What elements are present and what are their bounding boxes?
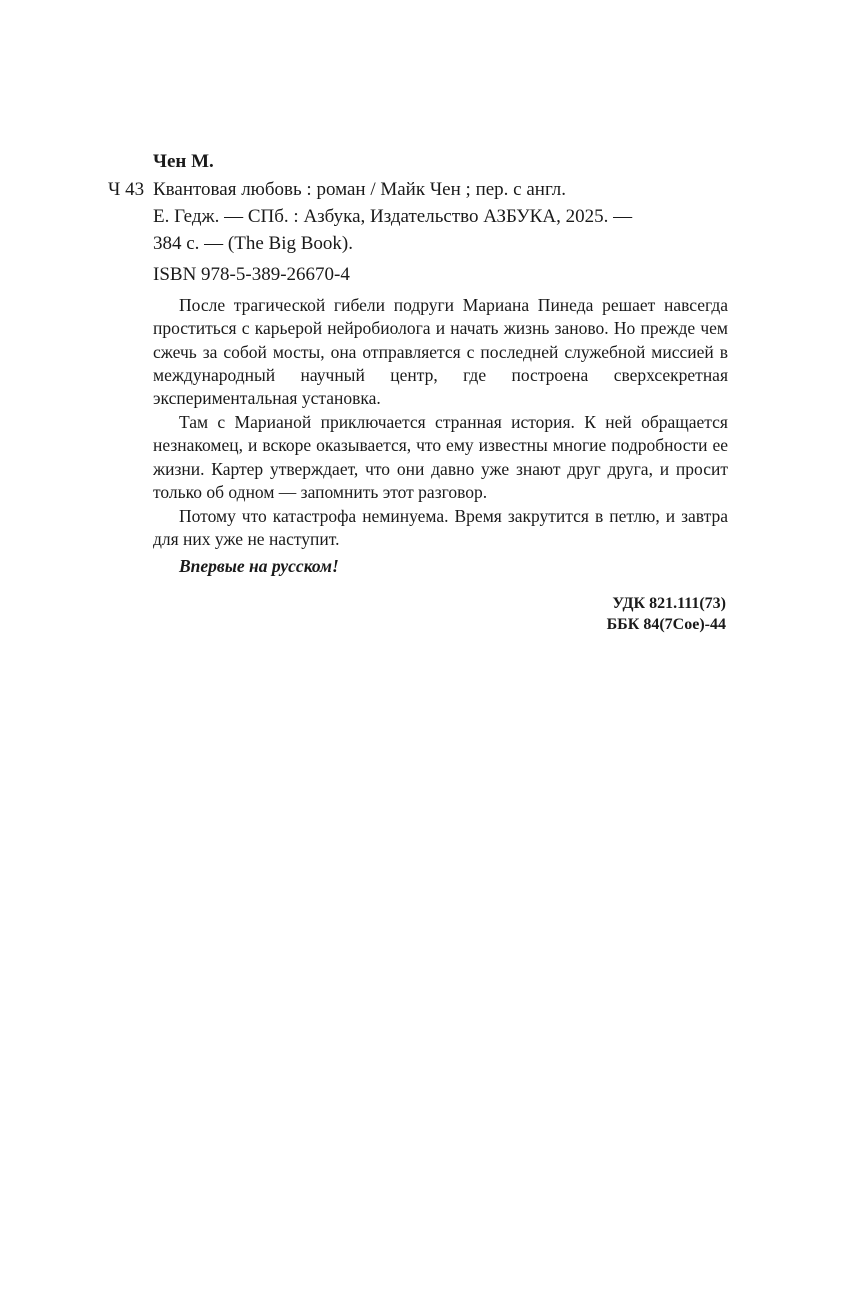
annotation-paragraph: После трагической гибели подруги Мариана Пинеда решает навсегда проститься с карьерой нейробиолога и начать жизнь заново. Но прежде чем сжечь за собой мосты, она отправляется с последней служебной миссией в международный научный центр, где построена сверхсекретная экспериментальная установка. [153, 294, 728, 409]
imprint-block [108, 150, 728, 635]
description-line: 384 с. — (The Big Book). [153, 232, 354, 254]
cataloging-row [108, 177, 728, 258]
bbk-code: ББК 84(7Сое)-44 [606, 616, 726, 634]
isbn-value: ISBN 978-5-389-26670-4 [153, 263, 350, 285]
bibliographic-description [153, 177, 728, 258]
first-in-russian-note: Впервые на русском! [179, 556, 339, 577]
annotation-paragraph: Потому что катастрофа неминуема. Время закрутится в петлю, и завтра для них уже не наступит. [153, 505, 728, 549]
classifier-block [108, 593, 728, 636]
annotation-text [153, 294, 728, 552]
description-line: Е. Гедж. — СПб. : Азбука, Издательство АЗБУКА, 2025. — [153, 205, 633, 227]
description-line: Квантовая любовь : роман / Майк Чен ; пер. с англ. [153, 178, 567, 200]
annotation-paragraph: Там с Марианой приключается странная история. К ней обращается незнакомец, и вскоре оказывается, что ему известны многие подробности ее жизни. Картер утверждает, что они давно уже знают друг друга, и просит только об одном — запомнить этот разговор. [153, 411, 728, 503]
udk-code: УДК 821.111(73) [612, 594, 726, 612]
author-heading: Чен М. [153, 151, 214, 172]
shelf-code: Ч 43 [108, 178, 145, 200]
